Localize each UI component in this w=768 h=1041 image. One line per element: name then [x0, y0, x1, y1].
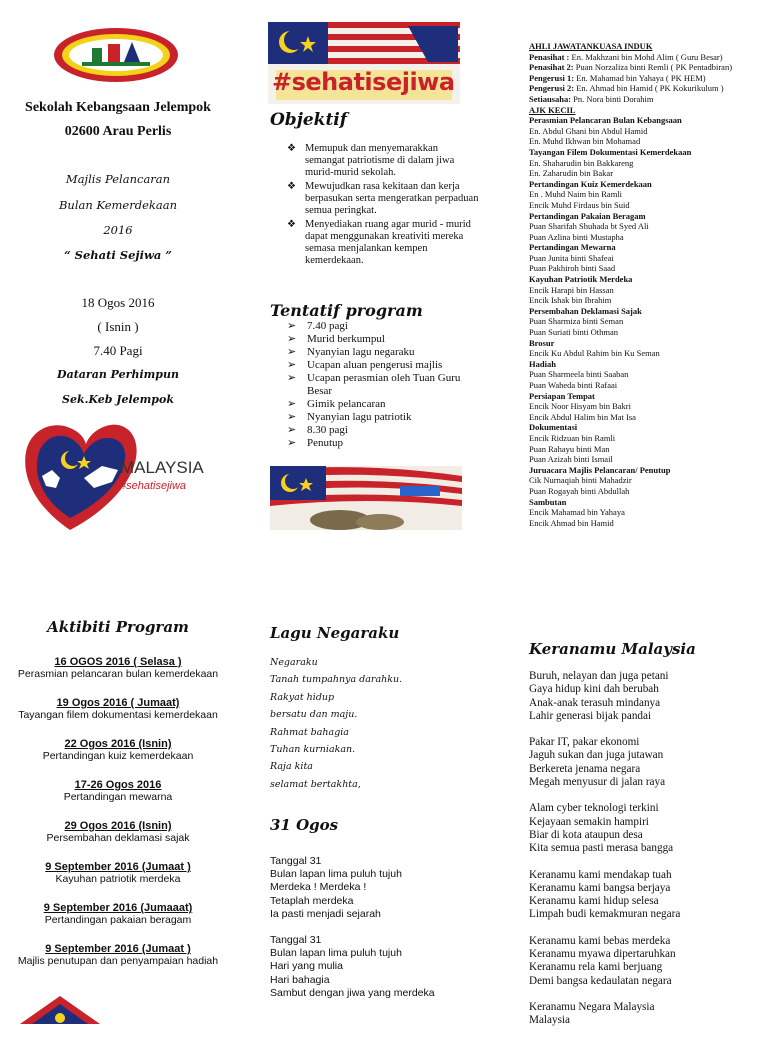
lyric-line: Biar di kota ataupun desa: [529, 828, 643, 841]
ajk-line: [529, 232, 761, 243]
committee-member: En. Mahamad bin Yahaya ( PK HEM): [576, 72, 706, 83]
ajk-member: Encik Mahamad bin Yahaya: [529, 507, 625, 518]
list-item: ➢ Nyanyian lagu negaraku: [285, 346, 475, 359]
lyric-line: Tanggal 31: [270, 934, 322, 947]
ajk-line: [529, 115, 761, 126]
list-item: ➢ 7.40 pagi: [285, 320, 475, 333]
objektif-list: [283, 143, 479, 269]
ajk-member: Puan Pakhiroh binti Saad: [529, 263, 616, 274]
ajk-line: [529, 147, 761, 158]
committee-line: [529, 94, 761, 105]
ajk-line: [529, 263, 761, 274]
lyric-line: Alam cyber teknologi terkini: [529, 802, 659, 815]
bottom-left-flag-image: [20, 996, 100, 1024]
lyric-line: Pakar IT, pakar ekonomi: [529, 736, 640, 749]
stanza: [529, 670, 759, 723]
sehati-sejiwa-banner: [268, 22, 460, 104]
school-name: Sekolah Kebangsaan Jelempok: [25, 100, 211, 115]
list-item: ➢ Nyanyian lagu patriotik: [285, 411, 475, 424]
lyric-line: Jaguh sukan dan juga jutawan: [529, 749, 664, 762]
lyric-line: Rakyat hidup: [270, 691, 335, 703]
lyric-line: Bulan lapan lima puluh tujuh: [270, 947, 402, 960]
aktiviti-desc: Pertandingan pakaian beragam: [44, 914, 192, 926]
ajk-line: [529, 359, 761, 370]
event-date: 18 Ogos 2016: [81, 295, 155, 310]
ajk-line: [529, 401, 761, 412]
ajk-member: Encik Abdul Halim bin Mat Isa: [529, 411, 636, 422]
ajk-committee: Brosur: [529, 337, 555, 348]
lyric-line: Anak-anak terasuh mindanya: [529, 696, 661, 709]
aktiviti-desc: Pertandingan mewarna: [63, 791, 173, 803]
committee-line: [529, 52, 761, 63]
ajk-line: [529, 253, 761, 264]
lyric-line: Kita semua pasti merasa bangga: [529, 842, 674, 855]
committee-heading: AHLI JAWATANKUASA INDUK: [529, 41, 653, 51]
ajk-member: Encik Ku Abdul Rahim bin Ku Seman: [529, 348, 660, 359]
lyric-line: Lahir generasi bijak pandai: [529, 709, 652, 722]
committee-line: [529, 62, 761, 73]
ajk-member: En. Muhd Ikhwan bin Mohamad: [529, 136, 641, 147]
event-venue2: Sek.Keb Jelempok: [62, 393, 174, 406]
lyric-line: bersatu dan maju.: [270, 709, 358, 721]
lyric-line: Limpah budi kemakmuran negara: [529, 908, 681, 921]
stanza: [529, 802, 759, 855]
ajk-line: [529, 126, 761, 137]
stanza: [529, 736, 759, 789]
aktiviti-item: [0, 861, 236, 902]
lyric-line: Keranamu rela kami berjuang: [529, 961, 663, 974]
lyric-line: Tanggal 31: [270, 855, 322, 867]
lyric-line: Merdeka ! Merdeka !: [270, 881, 367, 894]
ajk-line: [529, 369, 761, 380]
aktiviti-date: 16 OGOS 2016 ( Selasa ): [54, 656, 182, 668]
ajk-member: Encik Muhd Firdaus bin Suid: [529, 199, 630, 210]
lyric-line: Keranamu myawa dipertaruhkan: [529, 948, 676, 961]
ajk-line: [529, 507, 761, 518]
lyric-line: Negaraku: [270, 657, 318, 668]
lagu-heading: Lagu Negaraku: [270, 624, 400, 642]
ajk-line: [529, 444, 761, 455]
lyric-line: Keranamu Negara Malaysia: [529, 1000, 655, 1013]
event-venue1: Dataran Perhimpun: [57, 368, 179, 381]
aktiviti-date: 9 September 2016 (Jumaaat): [43, 902, 193, 914]
lyric-line: Tetaplah merdeka: [270, 894, 354, 907]
aktiviti-item: [0, 902, 236, 943]
committee-role: Penasihat :: [529, 51, 572, 62]
ajk-line: [529, 200, 761, 211]
logo-text-hashtag: #sehatisejiwa: [120, 480, 187, 492]
aktiviti-item: [0, 943, 236, 984]
ajk-member: Puan Sharmiza binti Seman: [529, 316, 624, 327]
ajk-member: Puan Azlina binti Mustapha: [529, 231, 624, 242]
aktiviti-date: 9 September 2016 (Jumaat ): [45, 943, 191, 955]
lyric-line: Demi bangsa kedaulatan negara: [529, 974, 672, 987]
stanza: [270, 855, 480, 921]
ajk-member: Puan Rahayu binti Man: [529, 443, 610, 454]
list-item: ❖ Menyediakan ruang agar murid - murid dapat menggunakan kreativiti mereka semasa menjalankan kempen kemerdekaan.: [283, 219, 479, 267]
aktiviti-date: 9 September 2016 (Jumaat ): [45, 861, 191, 873]
lyric-line: Sambut dengan jiwa yang merdeka: [270, 986, 435, 999]
list-item: ❖ Mewujudkan rasa kekitaan dan kerja berpasukan serta mengeratkan perpaduan semua peringkat.: [283, 181, 479, 217]
lyric-line: Malaysia: [529, 1014, 571, 1027]
lyric-line: selamat bertakhta,: [270, 778, 361, 790]
ajk-member: Encik Noor Hisyam bin Bakri: [529, 401, 631, 412]
lyric-line: Kejayaan semakin hampiri: [529, 815, 649, 828]
ajk-line: [529, 338, 761, 349]
banner-hashtag: #sehatisejiwa: [272, 68, 455, 96]
list-item: ➢ Ucapan perasmian oleh Tuan Guru Besar: [285, 372, 475, 398]
lyric-line: Buruh, nelayan dan juga petani: [529, 670, 669, 682]
ajk-member: En . Muhd Naim bin Ramli: [529, 189, 623, 200]
ajk-member: Puan Suriati binti Othman: [529, 327, 619, 338]
lyric-line: Raja kita: [270, 761, 313, 773]
school-logo: [52, 26, 180, 84]
ajk-line: [529, 497, 761, 508]
ajk-line: [529, 486, 761, 497]
committee-role: Setiausaha:: [529, 93, 574, 104]
ogos31-heading: 31 Ogos: [270, 816, 339, 834]
aktiviti-list: [0, 656, 236, 984]
lyric-line: Hari yang mulia: [270, 960, 343, 973]
stanza: [270, 934, 480, 1000]
ajk-committee: Perasmian Pelancaran Bulan Kebangsaan: [529, 115, 682, 126]
ajk-member: Encik Harapi bin Hassan: [529, 284, 614, 295]
lyric-line: Hari bahagia: [270, 973, 330, 986]
ajk-member: Puan Rogayah binti Abdullah: [529, 485, 630, 496]
ajk-member: Puan Waheda binti Rafaai: [529, 380, 618, 390]
ajk-line: [529, 179, 761, 190]
ajk-line: [529, 380, 761, 391]
ajk-line: [529, 211, 761, 222]
ajk-member: En. Zaharudin bin Bakar: [529, 168, 614, 179]
lyric-line: Rahmat bahagia: [270, 726, 349, 738]
lyric-line: Tanah tumpahnya darahku.: [270, 674, 403, 686]
ajk-committee: Hadiah: [529, 358, 556, 369]
committee-role: Pengerusi 1:: [529, 72, 577, 83]
ajk-line: [529, 422, 761, 433]
list-item: ➢ Penutup: [285, 437, 475, 450]
ajk-line: [529, 348, 761, 359]
lyric-line: Berkereta jenama negara: [529, 762, 641, 775]
committee-member: En. Makhzani bin Mohd Alim ( Guru Besar): [571, 51, 723, 62]
committee-role: Penasihat 2:: [529, 62, 576, 73]
ajk-committee: Juruacara Majlis Pelancaran/ Penutup: [529, 464, 671, 475]
tentatif-heading: Tentatif program: [270, 301, 423, 320]
ajk-committee: Pertandingan Pakaian Beragam: [529, 210, 646, 221]
aktiviti-desc: Persembahan deklamasi sajak: [46, 832, 190, 844]
event-time: 7.40 Pagi: [93, 343, 143, 358]
lyric-line: Keranamu kami bangsa berjaya: [529, 881, 671, 894]
ajk-committee: Dokumentasi: [529, 422, 578, 433]
ajk-member: Puan Sharmeela binti Saaban: [529, 369, 629, 380]
ajk-line: [529, 221, 761, 232]
ajk-line: [529, 242, 761, 253]
aktiviti-item: [0, 738, 236, 779]
ogos31-lyrics: [270, 855, 480, 1013]
ajk-line: [529, 465, 761, 476]
committee-line: [529, 73, 761, 84]
ajk-line: [529, 168, 761, 179]
ajk-line: [529, 433, 761, 444]
committee-line: [529, 83, 761, 94]
keranamu-heading: Keranamu Malaysia: [529, 640, 696, 658]
aktiviti-desc: Pertandingan kuiz kemerdekaan: [42, 750, 194, 762]
stanza: [529, 935, 759, 988]
ajk-line: [529, 274, 761, 285]
aktiviti-item: [0, 656, 236, 697]
event-theme: “ Sehati Sejiwa ”: [64, 248, 172, 262]
lyric-line: Megah menyusur di jalan raya: [529, 776, 666, 789]
ajk-member: Puan Sharifah Shuhada bt Syed Ali: [529, 221, 649, 232]
aktiviti-date: 19 Ogos 2016 ( Jumaat): [56, 697, 180, 709]
list-item: ➢ Ucapan aluan pengerusi majlis: [285, 359, 475, 372]
ajk-line: [529, 316, 761, 327]
ajk-line: [529, 285, 761, 296]
lyric-line: Tuhan kurniakan.: [270, 744, 356, 756]
lagu-lyrics: [270, 654, 470, 793]
ajk-committee: Persembahan Deklamasi Sajak: [529, 305, 642, 316]
ajk-list: [529, 115, 761, 528]
ajk-member: En. Shaharudin bin Bakkareng: [529, 157, 634, 168]
ajk-line: [529, 412, 761, 423]
aktiviti-date: 17-26 Ogos 2016: [74, 779, 162, 791]
ajk-committee: Kayuhan Patriotik Merdeka: [529, 274, 633, 285]
event-year: 2016: [103, 223, 133, 237]
ajk-line: [529, 189, 761, 200]
ajk-committee: Pertandingan Kuiz Kemerdekaan: [529, 178, 652, 189]
aktiviti-date: 29 Ogos 2016 (Isnin): [64, 820, 172, 832]
ajk-line: [529, 475, 761, 486]
aktiviti-desc: Majlis penutupan dan penyampaian hadiah: [17, 955, 219, 967]
lyric-line: Keranamu kami bebas merdeka: [529, 934, 671, 947]
flag-soldiers-image: [270, 466, 462, 530]
event-title-line1: Majlis Pelancaran: [65, 172, 171, 186]
list-item: ❖ Memupuk dan menyemarakkan semangat patriotisme di dalam jiwa murid-murid sekolah.: [283, 143, 479, 179]
keranamu-lyrics: [529, 670, 759, 1041]
objektif-heading: Objektif: [270, 110, 348, 130]
aktiviti-item: [0, 697, 236, 738]
ajk-committee: Pertandingan Mewarna: [529, 242, 616, 253]
ajk-line: [529, 454, 761, 465]
committee-member: En. Ahmad bin Hamid ( PK Kokurikulum ): [576, 83, 724, 94]
ajk-member: Encik Ishak bin Ibrahim: [529, 295, 612, 306]
committee-member: Puan Norzaliza binti Remli ( PK Pentadbiran): [575, 62, 733, 73]
lyric-line: Keranamu kami mendakap tuah: [529, 868, 672, 881]
ajk-member: Encik Ridzuan bin Ramli: [529, 432, 616, 443]
aktiviti-heading: Aktibiti Program: [47, 618, 189, 636]
list-item: ➢ Murid berkumpul: [285, 333, 475, 346]
ajk-member: Puan Junita binti Shafeai: [529, 252, 614, 263]
ajk-member: En. Abdul Ghani bin Abdul Hamid: [529, 125, 648, 136]
aktiviti-desc: Perasmian pelancaran bulan kemerdekaan: [17, 668, 219, 680]
committee-block: [529, 41, 761, 528]
lyric-line: Bulan lapan lima puluh tujuh: [270, 868, 402, 881]
ajk-line: [529, 327, 761, 338]
stanza: [529, 869, 759, 922]
ajk-line: [529, 295, 761, 306]
ajk-committee: Tayangan Filem Dokumentasi Kemerdekaan: [529, 146, 692, 157]
ajk-line: [529, 136, 761, 147]
aktiviti-item: [0, 820, 236, 861]
event-day: ( Isnin ): [97, 319, 139, 334]
tentatif-list: [285, 320, 475, 450]
list-item: ➢ Gimik pelancaran: [285, 398, 475, 411]
ajk-line: [529, 306, 761, 317]
ajk-committee: Sambutan: [529, 496, 567, 507]
ajk-line: [529, 518, 761, 529]
list-item: ➢ 8.30 pagi: [285, 424, 475, 437]
aktiviti-date: 22 Ogos 2016 (Isnin): [64, 738, 172, 750]
ajk-line: [529, 391, 761, 402]
aktiviti-item: [0, 779, 236, 820]
ajk-heading: AJK KECIL: [529, 104, 576, 115]
aktiviti-desc: Kayuhan patriotik merdeka: [55, 873, 181, 885]
ajk-line: [529, 158, 761, 169]
ajk-committee: Persiapan Tempat: [529, 390, 595, 401]
aktiviti-desc: Tayangan filem dokumentasi kemerdekaan: [18, 709, 218, 721]
lyric-line: Keranamu kami hidup selesa: [529, 895, 659, 908]
ajk-member: Puan Azizah binti Ismail: [529, 454, 613, 465]
ajk-member: Cik Nurnaqiah binti Mahadzir: [529, 475, 632, 486]
logo-text-malaysia: MALAYSIA: [120, 458, 204, 477]
school-address: 02600 Arau Perlis: [64, 124, 172, 139]
committee-role: Pengerusi 2:: [529, 83, 577, 94]
committee-main-list: [529, 52, 761, 105]
lyric-line: Ia pasti menjadi sejarah: [270, 907, 381, 920]
committee-member: Pn. Nora binti Dorahim: [573, 93, 654, 104]
event-title-line2: Bulan Kemerdekaan: [58, 198, 177, 212]
lyric-line: Gaya hidup kini dah berubah: [529, 683, 659, 696]
ajk-member: Encik Ahmad bin Hamid: [529, 517, 614, 528]
